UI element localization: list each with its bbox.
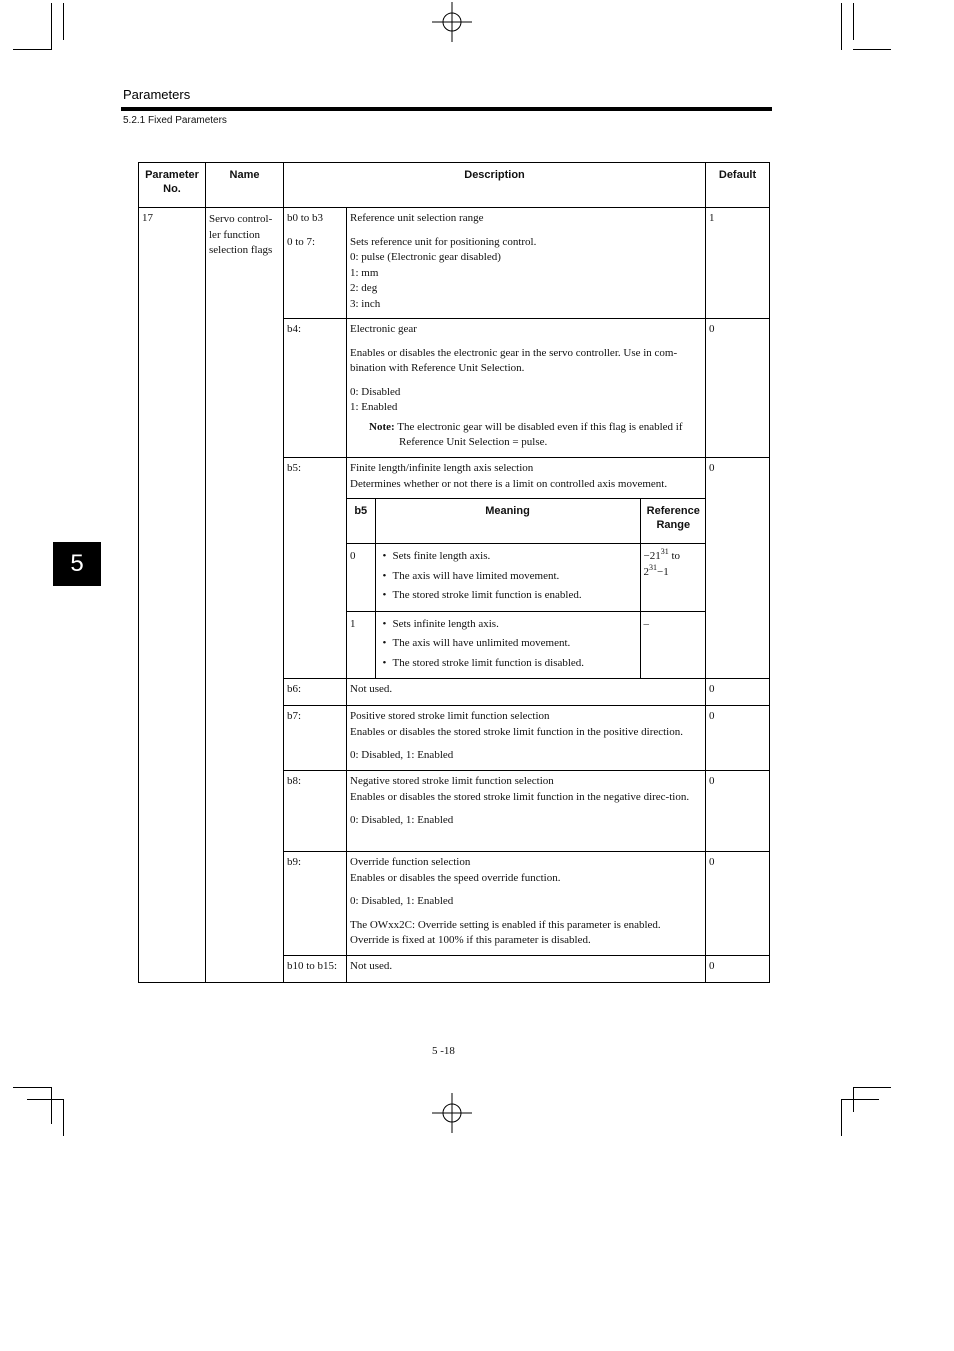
list-item: • Sets infinite length axis. xyxy=(379,617,637,633)
range-text: 2 xyxy=(643,565,649,578)
description-paragraph: Enables or disables the speed override function. xyxy=(350,871,561,884)
bit-cell: b8: xyxy=(284,771,347,852)
default-cell: 0 xyxy=(706,319,770,458)
description-cell xyxy=(347,852,706,956)
param-name-cell: Servo control-ler function selection flags xyxy=(206,208,284,983)
description-line: 0: Disabled xyxy=(350,385,401,398)
crop-mark xyxy=(13,1087,51,1088)
bit-cell: b10 to b15: xyxy=(284,955,347,982)
bit-cell: b4: xyxy=(284,319,347,458)
note-text-continued: Reference Unit Selection = pulse. xyxy=(399,436,548,448)
description-line: 0: Disabled, 1: Enabled xyxy=(350,895,454,907)
bit-label: b0 to b3 xyxy=(287,212,324,224)
description-cell xyxy=(347,319,706,458)
sub-value: 1 xyxy=(347,611,375,678)
sub-range xyxy=(640,544,706,612)
note xyxy=(350,420,702,451)
description-line: Sets reference unit for positioning control. xyxy=(350,235,537,248)
crop-mark xyxy=(853,3,854,40)
description-paragraph: The OWxx2C: Override setting is enabled if this parameter is enabled. Override is fixed at 100% if this parameter is disabled. xyxy=(350,918,661,946)
header-default: Default xyxy=(706,163,770,208)
description-cell: Not used. xyxy=(347,679,706,706)
subtable-row xyxy=(347,611,706,678)
subsection-title: 5.2.1 Fixed Parameters xyxy=(123,115,227,126)
bit-cell xyxy=(284,208,347,319)
default-cell: 1 xyxy=(706,208,770,319)
description-cell xyxy=(347,208,706,319)
description-paragraph: Enables or disables the electronic gear in the servo controller. Use in com-bination with Reference Unit Selection. xyxy=(350,346,678,374)
page-number: 5 -18 xyxy=(432,1045,455,1057)
param-no-cell: 17 xyxy=(139,208,206,983)
chapter-tab: 5 xyxy=(53,542,101,586)
header-name: Name xyxy=(206,163,284,208)
default-cell: 0 xyxy=(706,706,770,771)
range-text: −1 xyxy=(657,565,669,578)
note-text: The electronic gear will be disabled even if this flag is enabled if xyxy=(397,420,683,433)
description-cell xyxy=(347,706,706,771)
sub-meaning xyxy=(375,611,640,678)
subheader-b5: b5 xyxy=(347,499,375,544)
description-title: Negative stored stroke limit function selection xyxy=(350,775,554,787)
default-cell: 0 xyxy=(706,771,770,852)
range-sup: 31 xyxy=(649,562,657,572)
bit-label-range: 0 to 7: xyxy=(287,235,316,248)
subtable-header-row xyxy=(347,499,706,544)
bit-cell: b6: xyxy=(284,679,347,706)
range-text: −21 xyxy=(643,550,661,562)
list-item: • Sets finite length axis. xyxy=(379,549,637,565)
bit-cell: b5: xyxy=(284,458,347,679)
description-title: Finite length/infinite length axis selection xyxy=(350,462,534,474)
bit-cell: b7: xyxy=(284,706,347,771)
description-line: 0: pulse (Electronic gear disabled) xyxy=(350,251,501,263)
header-rule xyxy=(121,107,772,111)
table-row xyxy=(139,208,770,319)
section-title: Parameters xyxy=(123,87,191,102)
crop-mark xyxy=(841,1099,842,1136)
description-line: 3: inch xyxy=(350,297,381,310)
parameter-table xyxy=(138,162,770,983)
header-description: Description xyxy=(284,163,706,208)
description-line: 1: Enabled xyxy=(350,401,398,413)
list-item: • The stored stroke limit function is enabled. xyxy=(379,588,637,604)
description-cell: Not used. xyxy=(347,955,706,982)
crop-mark xyxy=(63,1099,64,1136)
default-cell: 0 xyxy=(706,679,770,706)
description-paragraph: Enables or disables the stored stroke limit function in the positive direction. xyxy=(350,725,683,738)
description-title: Reference unit selection range xyxy=(350,212,484,224)
description-line: 1: mm xyxy=(350,266,379,279)
header-param-no: Parameter No. xyxy=(139,163,206,208)
crop-mark xyxy=(51,3,52,50)
range-text: to xyxy=(668,550,681,562)
description-title: Positive stored stroke limit function selection xyxy=(350,710,550,722)
crop-mark xyxy=(27,1099,63,1100)
description-paragraph: Enables or disables the stored stroke limit function in the negative direc-tion. xyxy=(350,790,690,803)
description-title: Electronic gear xyxy=(350,323,417,335)
crop-mark xyxy=(63,3,64,40)
bit-cell: b9: xyxy=(284,852,347,956)
crop-mark xyxy=(841,3,842,50)
default-cell: 0 xyxy=(706,852,770,956)
description-line: 2: deg xyxy=(350,282,378,294)
registration-mark-bottom xyxy=(432,1093,472,1133)
subheader-meaning: Meaning xyxy=(375,499,640,544)
description-paragraph: Determines whether or not there is a limit on controlled axis movement. xyxy=(350,477,668,490)
b5-subtable xyxy=(347,498,706,678)
crop-mark xyxy=(13,49,51,50)
note-label: Note: xyxy=(369,420,395,433)
registration-mark-top xyxy=(432,2,472,42)
default-cell: 0 xyxy=(706,458,770,679)
description-line: 0: Disabled, 1: Enabled xyxy=(350,749,454,761)
sub-meaning xyxy=(375,544,640,612)
list-item: • The axis will have unlimited movement. xyxy=(379,636,637,652)
description-cell xyxy=(347,458,706,679)
list-item: • The stored stroke limit function is disabled. xyxy=(379,656,637,672)
range-sup: 31 xyxy=(660,547,669,556)
crop-mark xyxy=(853,1087,854,1112)
subheader-range: Reference Range xyxy=(640,499,706,544)
description-cell xyxy=(347,771,706,852)
table-header-row xyxy=(139,163,770,208)
crop-mark xyxy=(51,1087,52,1124)
list-item: • The axis will have limited movement. xyxy=(379,569,637,585)
sub-value: 0 xyxy=(347,544,375,612)
crop-mark xyxy=(841,1099,879,1100)
sub-range: – xyxy=(640,611,706,678)
crop-mark xyxy=(853,49,891,50)
description-line: 0: Disabled, 1: Enabled xyxy=(350,814,454,826)
default-cell: 0 xyxy=(706,955,770,982)
crop-mark xyxy=(853,1087,891,1088)
description-title: Override function selection xyxy=(350,856,471,868)
subtable-row xyxy=(347,544,706,612)
